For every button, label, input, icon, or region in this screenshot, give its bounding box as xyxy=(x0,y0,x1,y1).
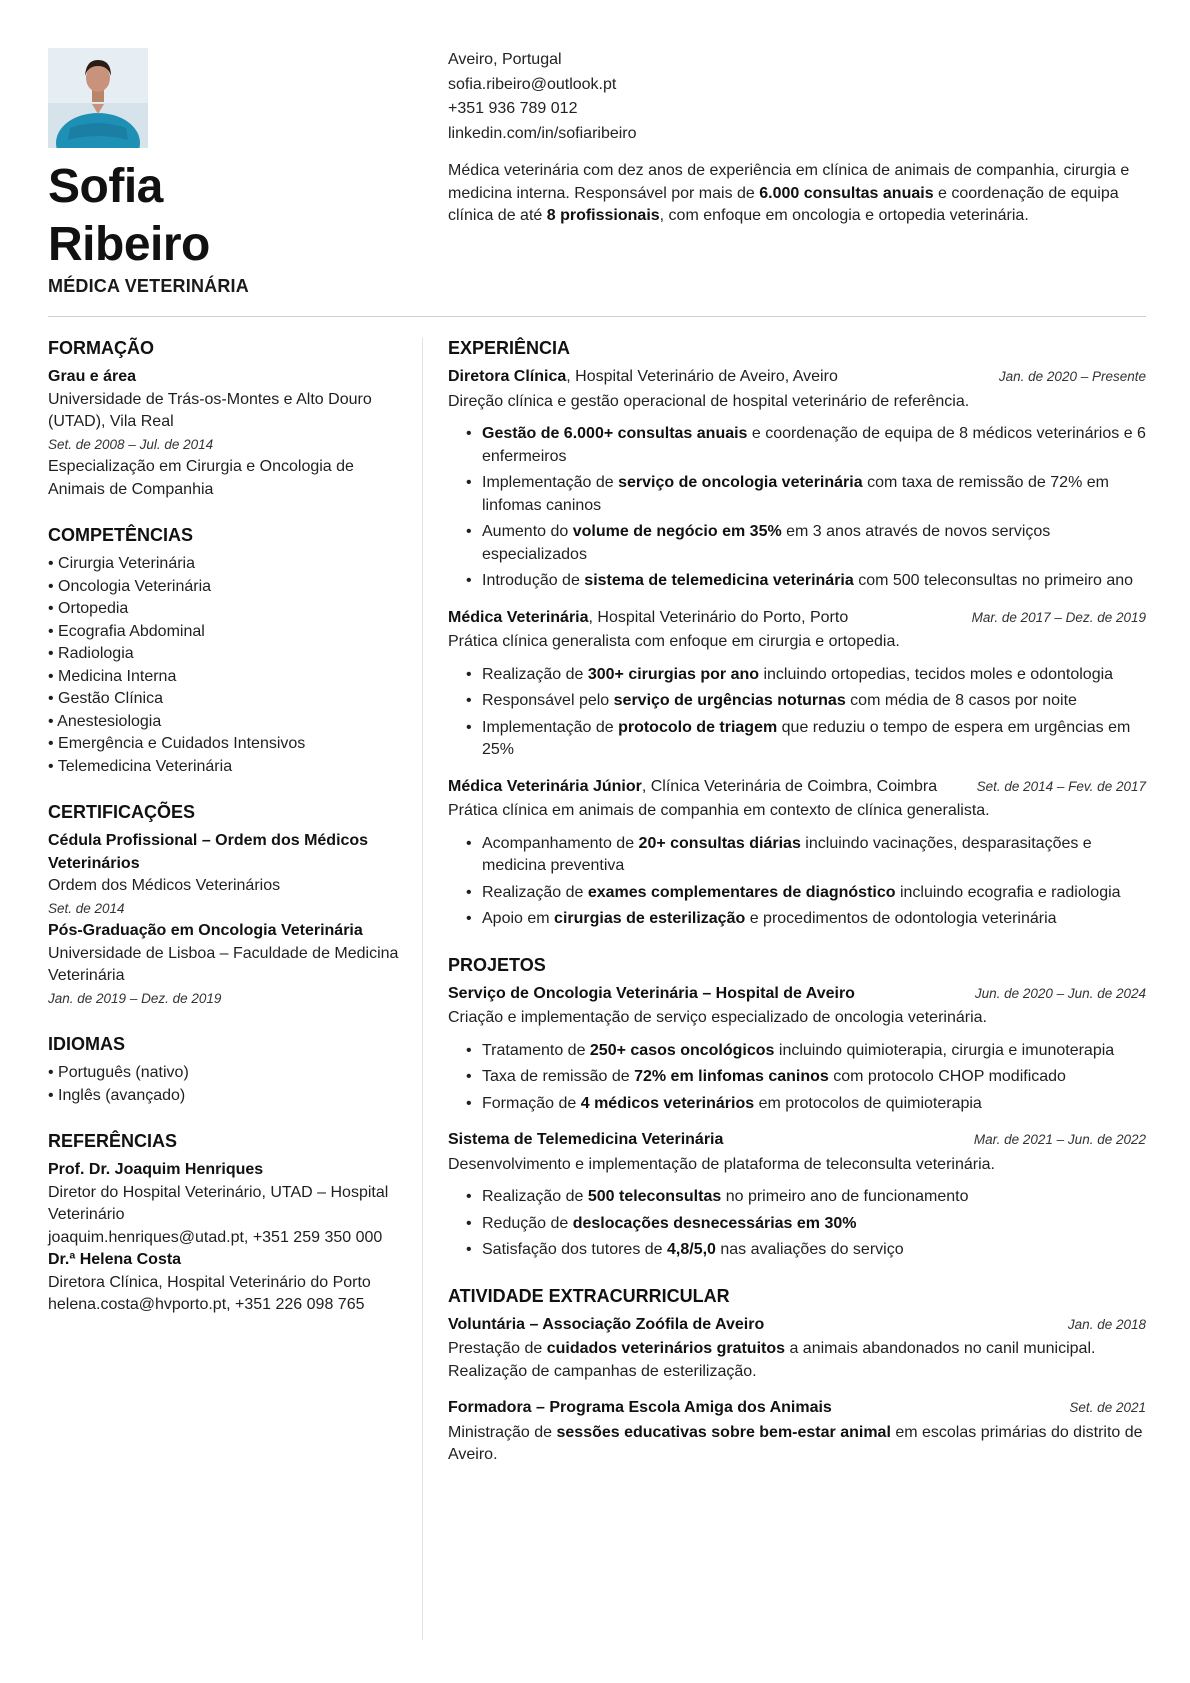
body-text: Satisfação dos tutores de xyxy=(482,1241,667,1258)
achievement-list xyxy=(448,1186,1146,1262)
body-text: Tratamento de xyxy=(482,1041,590,1059)
experience-heading: EXPERIÊNCIA xyxy=(448,338,571,358)
body-text: Implementação de xyxy=(482,718,619,736)
entry-description xyxy=(448,1338,1146,1383)
emphasis-text: sistema de telemedicina veterinária xyxy=(584,572,854,589)
languages-list xyxy=(48,1062,400,1107)
certification-date: Set. de 2014 xyxy=(48,900,125,916)
projects-section xyxy=(448,953,1146,1262)
body-text: Ministração de xyxy=(448,1423,557,1441)
education-section xyxy=(48,336,400,501)
entry-description xyxy=(448,1422,1146,1467)
contact-location: Aveiro, Portugal xyxy=(448,51,562,68)
education-specialization: Especialização em Cirurgia e Oncologia de Animais de Companhia xyxy=(48,458,354,498)
body-text: Redução de xyxy=(482,1214,573,1232)
profile-photo xyxy=(48,48,148,148)
entry-title xyxy=(448,1397,832,1420)
entry-item xyxy=(448,776,1146,931)
left-column xyxy=(48,336,400,1339)
emphasis-text: Gestão de 6.000+ consultas anuais xyxy=(482,425,748,442)
education-degree: Grau e área xyxy=(48,368,137,385)
body-text: Apoio em xyxy=(482,910,555,927)
body-text: que reduziu o tempo de espera em urgências em 25% xyxy=(482,718,1131,758)
emphasis-text: 4,8/5,0 xyxy=(667,1241,716,1258)
entry-date: Jan. de 2018 xyxy=(1067,1316,1146,1332)
entry-date: Jun. de 2020 – Jun. de 2024 xyxy=(974,985,1146,1001)
entry-date: Set. de 2021 xyxy=(1069,1400,1146,1415)
emphasis-text: cuidados veterinários gratuitos xyxy=(546,1340,786,1357)
skill-item: • Telemedicina Veterinária xyxy=(48,756,400,779)
body-text: Acompanhamento de xyxy=(482,834,639,852)
experience-list xyxy=(448,366,1146,931)
body-text: em escolas primárias do distrito de Aveiro. xyxy=(448,1423,1143,1463)
language-item: • Português (nativo) xyxy=(48,1062,400,1085)
skill-item: • Radiologia xyxy=(48,643,400,666)
emphasis-text: 6.000 consultas anuais xyxy=(759,184,934,202)
certification-date: Jan. de 2019 – Dez. de 2019 xyxy=(48,990,222,1006)
body-text: Realização de xyxy=(482,1188,588,1205)
emphasis-text: 250+ casos oncológicos xyxy=(589,1041,775,1059)
achievement-item xyxy=(466,423,1146,468)
achievement-item xyxy=(466,1239,1146,1262)
certifications-list xyxy=(48,830,400,1010)
certifications-section xyxy=(48,800,400,1010)
projects-heading: PROJETOS xyxy=(448,954,546,975)
achievement-item xyxy=(466,664,1146,687)
body-text: incluindo ortopedias, tecidos moles e odontologia xyxy=(759,665,1114,683)
last-name: Ribeiro xyxy=(48,218,210,271)
emphasis-text: volume de negócio em 35% xyxy=(572,523,782,540)
certification-issuer: Universidade de Lisboa – Faculdade de Medicina Veterinária xyxy=(48,944,399,984)
emphasis-text: 72% em linfomas caninos xyxy=(634,1068,829,1085)
extracurricular-section xyxy=(448,1284,1146,1467)
right-column xyxy=(448,336,1146,1489)
emphasis-text: 4 médicos veterinários xyxy=(580,1094,755,1112)
entry-organization: , Hospital Veterinário do Porto, Porto xyxy=(588,608,849,626)
experience-section xyxy=(448,336,1146,931)
education-dates: Set. de 2008 – Jul. de 2014 xyxy=(48,436,214,452)
skill-item: • Gestão Clínica xyxy=(48,688,400,711)
achievement-item xyxy=(466,1040,1146,1063)
entry-title xyxy=(448,607,848,630)
job-title: MÉDICA VETERINÁRIA xyxy=(48,276,249,296)
entry-header xyxy=(448,776,1146,799)
body-text: com média de 8 casos por noite xyxy=(845,692,1077,709)
skill-item: • Medicina Interna xyxy=(48,666,400,689)
skills-list xyxy=(48,553,400,778)
emphasis-text: sessões educativas sobre bem-estar animal xyxy=(556,1423,891,1441)
entry-title xyxy=(448,366,838,389)
references-section xyxy=(48,1129,400,1317)
header-divider xyxy=(48,316,1146,317)
emphasis-text: 300+ cirurgias por ano xyxy=(587,665,760,683)
extracurricular-list xyxy=(448,1314,1146,1467)
achievement-item xyxy=(466,570,1146,593)
entry-item xyxy=(448,607,1146,762)
entry-item xyxy=(448,366,1146,593)
achievement-item xyxy=(466,1186,1146,1209)
reference-contact: joaquim.henriques@utad.pt, +351 259 350 000 xyxy=(48,1228,383,1246)
entry-header xyxy=(448,1314,1146,1337)
extracurricular-heading: ATIVIDADE EXTRACURRICULAR xyxy=(448,1285,730,1306)
achievement-item xyxy=(466,1213,1146,1236)
achievement-list xyxy=(448,423,1146,593)
entry-header xyxy=(448,983,1146,1006)
resume-header xyxy=(48,48,1146,318)
achievement-list xyxy=(448,1040,1146,1116)
education-heading: FORMAÇÃO xyxy=(48,338,154,358)
reference-name: Prof. Dr. Joaquim Henriques xyxy=(48,1161,264,1178)
emphasis-text: serviço de oncologia veterinária xyxy=(618,474,863,491)
entry-date: Set. de 2014 – Fev. de 2017 xyxy=(976,778,1146,794)
language-item: • Inglês (avançado) xyxy=(48,1085,400,1108)
entry-role: Formadora – Programa Escola Amiga dos Animais xyxy=(448,1399,832,1416)
references-list xyxy=(48,1159,400,1317)
achievement-item xyxy=(466,690,1146,713)
contact-info xyxy=(448,48,637,146)
profile-summary xyxy=(448,160,1146,228)
achievement-item xyxy=(466,521,1146,566)
entry-item xyxy=(448,983,1146,1116)
body-text: no primeiro ano de funcionamento xyxy=(721,1188,969,1205)
entry-header xyxy=(448,607,1146,630)
body-text: com 500 teleconsultas no primeiro ano xyxy=(853,572,1134,589)
emphasis-text: serviço de urgências noturnas xyxy=(613,692,846,709)
entry-date: Jan. de 2020 – Presente xyxy=(998,369,1146,384)
body-text: com protocolo CHOP modificado xyxy=(828,1068,1066,1085)
reference-contact: helena.costa@hvporto.pt, +351 226 098 765 xyxy=(48,1296,365,1313)
entry-organization: , Clínica Veterinária de Coimbra, Coimbra xyxy=(641,777,938,795)
entry-role: Voluntária – Associação Zoófila de Aveiro xyxy=(448,1315,765,1333)
certification-item xyxy=(48,920,400,1010)
achievement-item xyxy=(466,717,1146,762)
body-text: a animais abandonados no canil municipal. Realização de campanhas de esterilização. xyxy=(448,1340,1096,1380)
entry-item xyxy=(448,1314,1146,1384)
entry-role: Médica Veterinária xyxy=(448,608,589,626)
emphasis-text: cirurgias de esterilização xyxy=(554,910,746,927)
achievement-item xyxy=(466,472,1146,517)
entry-date: Mar. de 2017 – Dez. de 2019 xyxy=(971,609,1146,625)
emphasis-text: exames complementares de diagnóstico xyxy=(587,883,896,901)
entry-title xyxy=(448,983,855,1006)
skills-section xyxy=(48,523,400,778)
skill-item: • Cirurgia Veterinária xyxy=(48,553,400,576)
body-text: Realização de xyxy=(482,665,588,683)
body-text: e procedimentos de odontologia veterinária xyxy=(745,910,1057,927)
certification-issuer: Ordem dos Médicos Veterinários xyxy=(48,877,281,894)
entry-title xyxy=(448,776,937,799)
body-text: Formação de xyxy=(482,1094,581,1112)
entry-description: Prática clínica generalista com enfoque em cirurgia e ortopedia. xyxy=(448,633,900,650)
reference-name: Dr.ª Helena Costa xyxy=(48,1251,182,1268)
skill-item: • Emergência e Cuidados Intensivos xyxy=(48,733,400,756)
first-name: Sofia xyxy=(48,160,163,213)
body-text: Implementação de xyxy=(482,474,619,491)
entry-item xyxy=(448,1397,1146,1467)
body-text: Responsável pelo xyxy=(482,692,614,709)
references-heading: REFERÊNCIAS xyxy=(48,1131,178,1151)
entry-header xyxy=(448,1129,1146,1152)
emphasis-text: protocolo de triagem xyxy=(618,718,778,736)
body-text: Médica veterinária com dez anos de experiência em clínica de animais de companhia, cirurgia e medicina interna. Responsável por mais de xyxy=(448,162,1130,202)
entry-organization: , Hospital Veterinário de Aveiro, Aveiro xyxy=(566,368,838,385)
candidate-name xyxy=(48,158,210,274)
entry-role: Diretora Clínica xyxy=(448,368,567,385)
entry-description: Prática clínica em animais de companhia em contexto de clínica generalista. xyxy=(448,802,990,819)
certifications-heading: CERTIFICAÇÕES xyxy=(48,802,196,822)
body-text: em protocolos de quimioterapia xyxy=(754,1094,982,1112)
emphasis-text: 500 teleconsultas xyxy=(587,1188,722,1205)
entry-description: Desenvolvimento e implementação de plataforma de teleconsulta veterinária. xyxy=(448,1155,995,1173)
entry-header xyxy=(448,366,1146,389)
skills-heading: COMPETÊNCIAS xyxy=(48,525,194,545)
body-text: Introdução de xyxy=(482,572,585,589)
emphasis-text: deslocações desnecessárias em 30% xyxy=(572,1214,857,1232)
entry-title xyxy=(448,1314,764,1337)
certification-item xyxy=(48,830,400,920)
body-text: Prestação de xyxy=(448,1340,547,1357)
emphasis-text: 20+ consultas diárias xyxy=(638,834,801,852)
entry-header xyxy=(448,1397,1146,1420)
achievement-list xyxy=(448,664,1146,762)
entry-role: Sistema de Telemedicina Veterinária xyxy=(448,1131,724,1148)
entry-item xyxy=(448,1129,1146,1262)
body-text: com taxa de remissão de 72% em linfomas caninos xyxy=(482,474,1109,514)
reference-item xyxy=(48,1159,400,1249)
certification-name: Cédula Profissional – Ordem dos Médicos Veterinários xyxy=(48,832,369,872)
entry-date: Mar. de 2021 – Jun. de 2022 xyxy=(973,1132,1146,1147)
entry-description: Criação e implementação de serviço especializado de oncologia veterinária. xyxy=(448,1009,987,1026)
body-text: incluindo ecografia e radiologia xyxy=(895,883,1121,901)
body-text: Realização de xyxy=(482,883,588,901)
contact-phone: +351 936 789 012 xyxy=(448,100,578,117)
emphasis-text: 8 profissionais xyxy=(546,207,660,224)
body-text: e coordenação de equipa de 8 médicos veterinários e 6 enfermeiros xyxy=(482,425,1146,465)
certification-name: Pós-Graduação em Oncologia Veterinária xyxy=(48,922,363,939)
achievement-list xyxy=(448,833,1146,931)
body-text: incluindo vacinações, desparasitações e medicina preventiva xyxy=(482,834,1092,874)
achievement-item xyxy=(466,1066,1146,1089)
languages-heading: IDIOMAS xyxy=(48,1034,126,1054)
reference-item xyxy=(48,1249,400,1317)
entry-title xyxy=(448,1129,723,1152)
contact-linkedin[interactable]: linkedin.com/in/sofiaribeiro xyxy=(448,124,637,142)
body-text: Aumento do xyxy=(482,523,573,540)
entry-role: Médica Veterinária Júnior xyxy=(448,777,642,795)
languages-section xyxy=(48,1032,400,1107)
column-divider xyxy=(422,338,423,1640)
achievement-item xyxy=(466,1093,1146,1116)
achievement-item xyxy=(466,882,1146,905)
reference-role: Diretor do Hospital Veterinário, UTAD – Hospital Veterinário xyxy=(48,1183,389,1223)
body-text: nas avaliações do serviço xyxy=(715,1241,904,1258)
achievement-item xyxy=(466,833,1146,878)
contact-email[interactable]: sofia.ribeiro@outlook.pt xyxy=(448,75,617,93)
body-text: Taxa de remissão de xyxy=(482,1068,635,1085)
reference-role: Diretora Clínica, Hospital Veterinário do Porto xyxy=(48,1273,371,1291)
skill-item: • Anestesiologia xyxy=(48,711,400,734)
entry-description: Direção clínica e gestão operacional de hospital veterinário de referência. xyxy=(448,392,970,410)
body-text: e coordenação de equipa clínica de até xyxy=(448,184,1119,224)
entry-role: Serviço de Oncologia Veterinária – Hospital de Aveiro xyxy=(448,984,855,1002)
achievement-item xyxy=(466,908,1146,931)
skill-item: • Ortopedia xyxy=(48,598,400,621)
body-text: em 3 anos através de novos serviços especializados xyxy=(482,523,1051,563)
education-school: Universidade de Trás-os-Montes e Alto Douro (UTAD), Vila Real xyxy=(48,390,372,430)
skill-item: • Oncologia Veterinária xyxy=(48,576,400,599)
skill-item: • Ecografia Abdominal xyxy=(48,621,400,644)
body-text: , com enfoque em oncologia e ortopedia veterinária. xyxy=(659,207,1029,224)
projects-list xyxy=(448,983,1146,1262)
body-text: incluindo quimioterapia, cirurgia e imunoterapia xyxy=(774,1041,1115,1059)
